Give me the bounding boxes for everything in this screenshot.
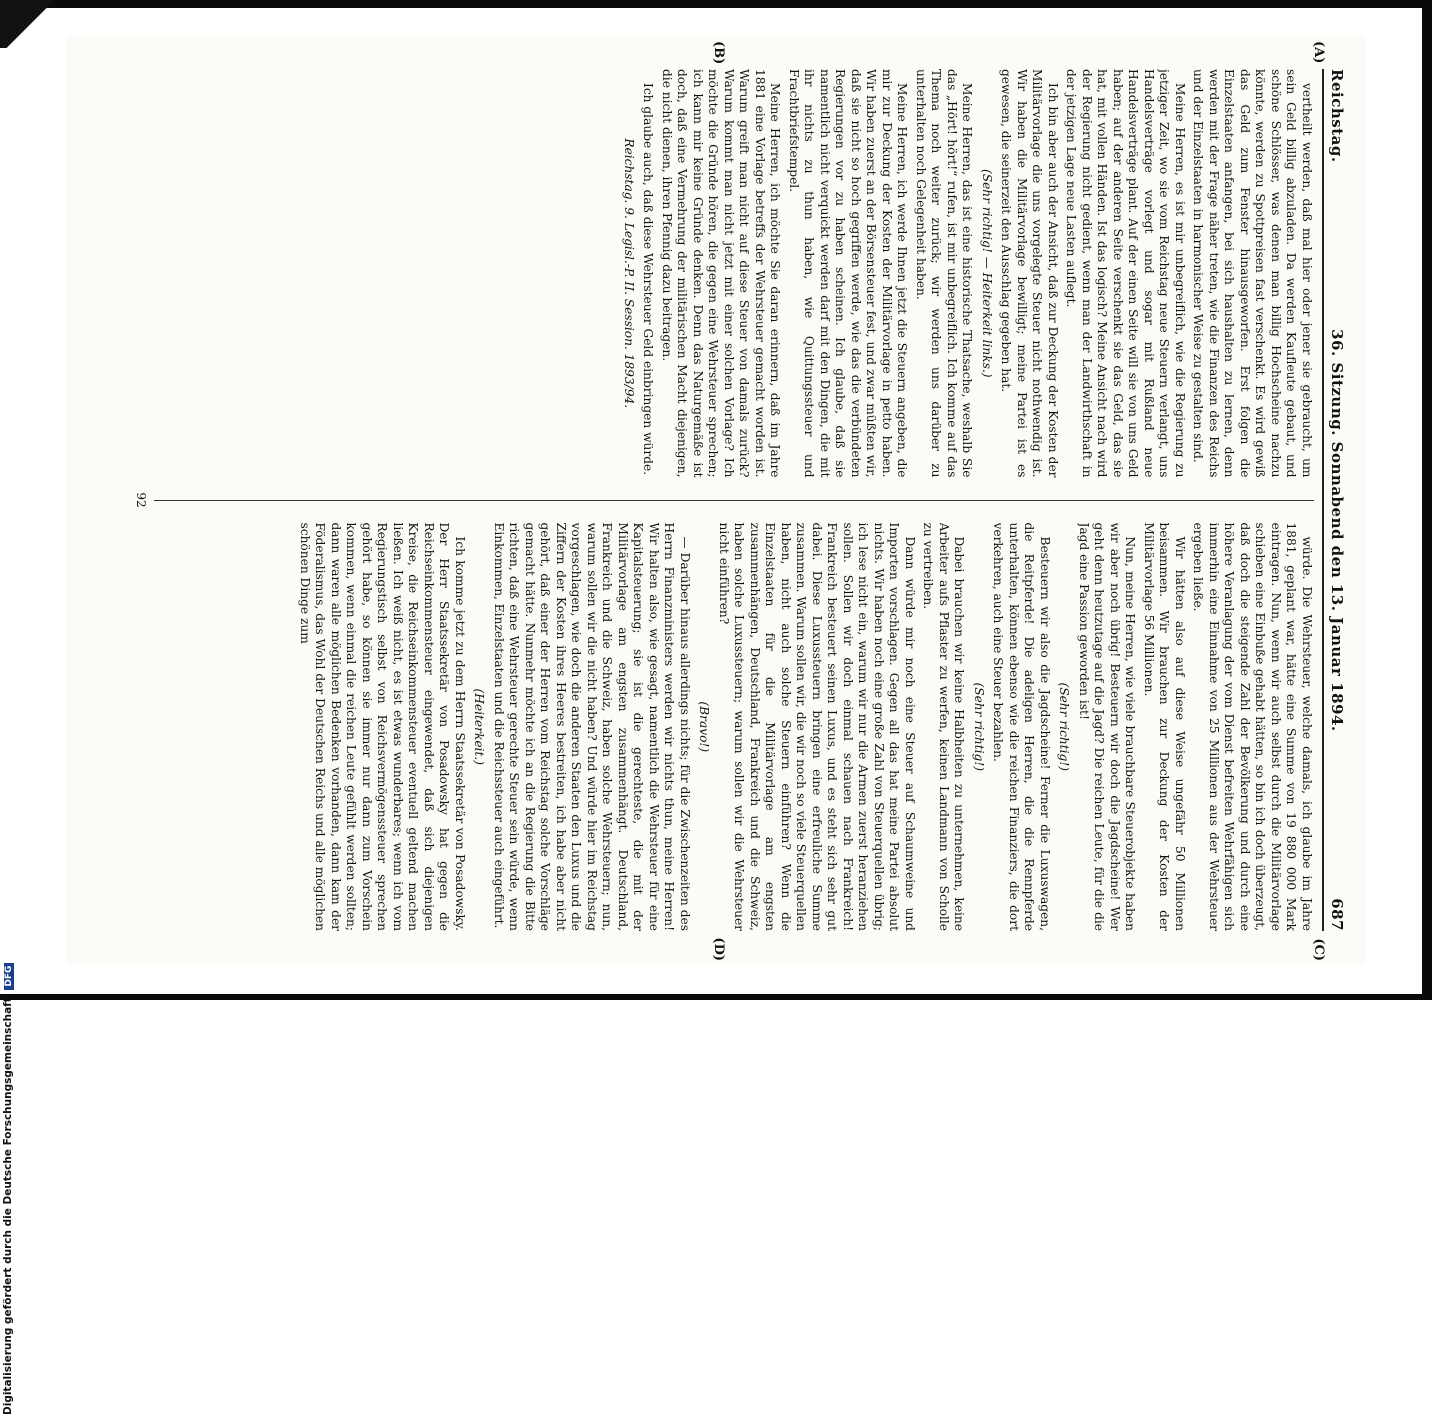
scan-border-top bbox=[0, 0, 1432, 8]
interjection: (Heiterkeit.) bbox=[472, 688, 487, 765]
paragraph: — Darüber hinaus allerdings nichts; für die Zwischenzeiten des Herrn Finanzministers werden wir nichts thun, meine Herren! Wir halten also, wie gesagt, namentlich die Wehrsteuer für eine Kapitalsteuerung; sie ist die gerechteste, die mit der Militärvorlage am engsten zusammenhängt. Deutschland, Frankreich und die Schweiz, haben solche Wehrsteuern; nun, warum sollen wir die nicht haben? Und würde hier im Reichstag vorgeschlagen, wie doch die anderen Staaten den Luxus und die Ziffern der Kosten ihres Heeres bestreiten, ich habe aber nicht gehört, daß einer der Herren vom Reichstag solche Vorschläge gemacht hätte. Nunmehr möchte ich an die Regierung die Bitte richten, daß eine Wehrsteuer gerechte Steuer sein würde, wenn Einkommen, Einzelstaaten und die Reichssteuer auch eingeführt. bbox=[492, 522, 692, 931]
paragraph: Besteuern wir also die Jagdscheine! Ferner die Luxuswagen, die Reitpferde! Die adeligen Herren, die die Rennpferde unterhalten, können ebenso wie die reichen Finanziers, die dort verkehren, auch eine Steuer bezahlen. bbox=[991, 522, 1052, 931]
margin-mark-d: (D) bbox=[711, 937, 726, 961]
paragraph: Wir hätten also auf diese Weise ungefähr 50 Millionen beisammen. Wir brauchen zur Deckung der Kosten der Militärvorlage 56 Millionen. bbox=[1142, 522, 1187, 931]
volume-signoff: Reichstag. 9. Legisl.-P. II. Session. 1893/94. bbox=[622, 138, 636, 409]
scan-border-right bbox=[1422, 0, 1432, 1000]
column-divider bbox=[154, 500, 1314, 501]
page-corner-shadow bbox=[0, 0, 60, 48]
interjection: (Sehr richtig! — Heiterkeit links.) bbox=[980, 168, 994, 378]
margin-mark-a: (A) bbox=[1311, 41, 1326, 64]
paragraph: Dann würde mir noch eine Steuer auf Schaumweine und Importen vorschlagen. Gegen all das hat meine Partei absolut nichts. Wir haben noch eine große Zahl von Steuerquellen übrig; ich lese nicht ein, warum wir nur die Armen zuerst heranziehen sollen. Sollen wir doch einmal schauen nach Frankreich! Frankreich besteuert seinen Luxus, und es steht sich sehr gut dabei. Diese Luxussteuern bringen eine erfreuliche Summe zusammen. Warum sollen wir, die wir noch so viele Steuerquellen haben, nicht auch solche Steuern einführen? Wenn die Einzelstaaten für die Militärvorlage am engsten zusammenhängen, Deutschland, Frankreich und die Schweiz, haben solche Luxussteuern; warum sollen wir die Wehrsteuer nicht einführen? bbox=[717, 522, 917, 931]
paragraph: Nun, meine Herren, wie viele brauchbare Steuerobjekte haben wir aber noch übrig! Besteuern wir doch die Jagdscheine! Wer geht denn heutzutage auf die Jagd? Die reichen Leute, für die die Jagd eine Passion geworden ist! bbox=[1077, 522, 1138, 931]
interjection: (Sehr richtig!) bbox=[972, 682, 986, 771]
paragraph: Ich bin aber auch der Ansicht, daß zur Deckung der Kosten der Militärvorlage die uns vorgelegte Steuer nicht nothwendig ist. Wir haben die Militärvorlage bewilligt; meine Partei ist es gewesen, die seinerzeit den Ausschlag gegeben hat. bbox=[999, 69, 1060, 478]
paragraph: Meine Herren, ich werde Ihnen jetzt die Steuern angeben, die mir zur Deckung der Kosten der Militärvorlage in petto haben. Wir haben zuerst an der Börsensteuer fest, und zwar müßten wir, daß sie nicht so hoch gegriffen werde, wie das die verbündeten Regierungen vor zu haben scheinen. Ich glaube, daß sie namentlich nicht verquickt werden darf mit den Dingen, die mit ihr nichts zu thun haben, wie Quittungssteuer und Frachtbriefstempel. bbox=[787, 69, 910, 478]
right-column bbox=[154, 523, 1314, 932]
interjection: (Bravo!) bbox=[697, 701, 712, 753]
header-session: 36. Sitzung. Sonnabend den 13. Januar 1894. bbox=[1328, 329, 1346, 732]
credit-text: Digitalisierung gefördert durch die Deutsche Forschungsgemeinschaft bbox=[2, 997, 14, 1415]
text-columns bbox=[154, 69, 1314, 931]
scanned-page bbox=[66, 35, 1366, 965]
margin-mark-b: (B) bbox=[711, 41, 726, 65]
dfg-logo: DFG bbox=[4, 963, 14, 990]
left-column bbox=[154, 69, 1314, 478]
margin-mark-c: (C) bbox=[1311, 938, 1326, 961]
paragraph: Ich komme jetzt zu dem Herrn Staatssekretär von Posadowsky. Der Herr Staatssekretär von Posadowsky hat gegen die Reichseinkommensteuer eingewendet, daß sich diejenigen Kreise, die Reichseinkommensteuer eventuell geltend machen ließen. Ich weiß nicht, es ist etwas wunderbares; wenn ich vom Regierungstisch selbst von Reichsvermögenssteuer sprechen gehört habe, so können sie immer nur dann zum Vorschein kommen, wenn einmal die reichen Leute gefühlt werden sollten; dann waren alle möglichen Bedenken vorhanden, dann kam der Föderalismus, das Wohl der Deutschen Reichs und alle möglichen schönen Dinge zum bbox=[298, 522, 467, 931]
paragraph: Dabei brauchen wir keine Halbheiten zu unternehmen, keine Arbeiter aufs Pflaster zu werfen, keinen Landmann von Scholle zu vertreiben. bbox=[921, 522, 967, 931]
interjection: (Sehr richtig!) bbox=[1057, 682, 1072, 771]
paragraph: Meine Herren, es ist mir unbegreiflich, wie die Regierung zu jetziger Zeit, wo sie vom Reichstag neue Steuern verlangt, uns Handelsverträge vorlegt und sogar mit Rußland neue Handelsverträge plant. Auf der einen Seite will sie von uns Geld haben; auf der anderen Seite verschenkt sie das Geld, das sie hat, mit vollen Händen. Ist das logisch? Meine Ansicht nach wird der Regierung nicht gedient, wenn man der Landwirthschaft in der jetzigen Lage neue Lasten auflegt. bbox=[1064, 69, 1187, 478]
paragraph: würde. Die Wehrsteuer, welche damals, ich glaube im Jahre 1881, geplant war, hätte eine Summe von 19 880 000 Mark eintragen. Nun, wenn wir auch selbst durch die Militärvorlage schieben eine Einbuße gehabt hätten, so bin ich doch überzeugt, daß doch die steigende Zahl der Bevölkerung und durch eine höhere Veranlagung der vom Dienst befreiten Wehrfähigen sich immerhin eine Einnahme von 25 Millionen aus der Wehrsteuer ergeben ließe. bbox=[1191, 522, 1314, 931]
paragraph: Meine Herren, ich möchte Sie daran erinnern, daß im Jahre 1881 eine Vorlage betreffs der Wehrsteuer gemacht worden ist. Warum greift man nicht auf diese Steuer von damals zurück? Warum kommt man nicht jetzt mit einer solchen Vorlage? Ich möchte die Gründe hören, die gegen eine Wehrsteuer sprechen; ich kann mir keine Gründe denken. Denn das Naturgemäße ist doch, daß eine Vermehrung der militärischen Macht diejenigen, die nicht dienen, ihren Pfennig dazu beitragen. bbox=[660, 69, 783, 478]
paragraph: vertheilt werden, daß mal hier oder jener sie gebraucht, um sein Geld billig abzuladen. Da werden Kaufleute gebaut, und schöne Schlösser, was denen man billig Hochscheine nachzu könnte, werden zu Spottpreisen fast verschenkt. Es wird gewiß das Geld zum Fenster hinausgeworfen. Erst folgen die Einzelstaaten anfangen, bei sich haushalten zu lernen, denn werden mit der Frage näher treten, wie die Finanzen des Reichs und der Einzelstaaten in harmonischer Weise zu gestalten sind. bbox=[1191, 69, 1314, 478]
page-signature: 92 bbox=[134, 492, 148, 508]
header-left: Reichstag. bbox=[1328, 69, 1346, 163]
paragraph: Ich glaube auch, daß diese Wehrsteuer Geld einbringen würde. bbox=[641, 83, 656, 476]
paragraph: Meine Herren, das ist eine historische Thatsache, weshalb Sie das „Hört! hört!“ rufen, ist mir unbegreiflich. Ich komme auf das Thema noch weiter zurück; wir werden uns darüber zu unterhalten noch Gelegenheit haben. bbox=[914, 69, 975, 478]
page-number: 687 bbox=[1328, 898, 1346, 931]
digitization-credit bbox=[2, 965, 14, 1415]
running-header bbox=[1322, 69, 1346, 931]
scan-border-bottom bbox=[0, 994, 1432, 1000]
